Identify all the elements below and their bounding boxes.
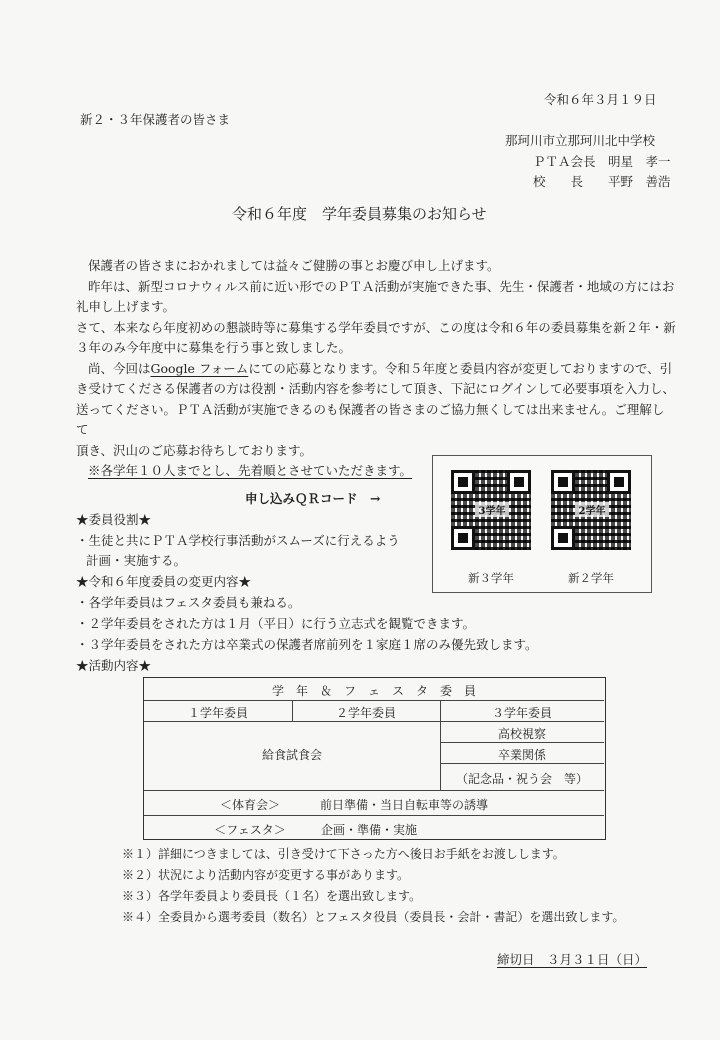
qr-grade2-label: 2学年 xyxy=(575,502,609,517)
table-grade3-graduation: 卒業関係 xyxy=(497,748,546,762)
paragraph-3b: ３年のみ今年度中に募集を行う事と致しました。 xyxy=(76,340,352,355)
qr-grade3-caption: 新３学年 xyxy=(468,571,514,585)
issue-date: 令和６年３月１９日 xyxy=(544,92,657,107)
roles-item-1a: ・生徒と共にＰＴＡ学校行事活動がスムーズに行えるよう xyxy=(76,533,400,548)
table-festa-value: 企画・準備・実施 xyxy=(320,823,417,837)
changes-heading: ★令和６年度委員の変更内容★ xyxy=(76,574,252,589)
qr-code-box xyxy=(432,455,652,593)
activity-table xyxy=(143,677,606,840)
paragraph-4a xyxy=(76,359,676,380)
changes-item: ・３学年委員をされた方は卒業式の保護者席前列を１家庭１席のみ優先致します。 xyxy=(76,637,538,652)
qr-grade3-label: 3学年 xyxy=(475,502,509,517)
google-form-link[interactable]: Google フォーム xyxy=(150,360,249,376)
footnote: ※２）状況により活動内容が変更する事があります。 xyxy=(122,868,410,882)
paragraph-3a: さて、本来なら年度初めの懇談時等に募集する学年委員ですが、この度は令和６年の委員募集を新２年・新 xyxy=(76,319,676,335)
activities-heading: ★活動内容★ xyxy=(76,658,152,673)
roles-item-1b: 計画・実施する。 xyxy=(86,553,187,568)
paragraph-2a: 昨年は、新型コロナウィルス前に近い形でのＰＴＡ活動が実施できた事、先生・保護者・地域の方にはお xyxy=(88,278,675,294)
sender-principal: 校 長 平野 善浩 xyxy=(533,174,671,189)
footnote: ※３）各学年委員より委員長（１名）を選出致します。 xyxy=(122,889,422,903)
paragraph-1: 保護者の皆さまにおかれましては益々ご健勝の事とお慶び申し上げます。 xyxy=(88,258,500,273)
paragraph-4d: 頂き、沢山のご応募お待ちしております。 xyxy=(76,442,313,458)
page-title: 令和６年度 学年委員募集のお知らせ xyxy=(232,205,487,223)
table-shared-activity: 給食試食会 xyxy=(261,748,322,762)
changes-item: ・２学年委員をされた方は１月（平日）に行う立志式を観覧できます。 xyxy=(76,616,476,631)
body-text xyxy=(76,256,676,482)
sender-pta: ＰＴＡ会長 明星 孝一 xyxy=(533,154,671,169)
changes-item: ・各学年委員はフェスタ委員も兼ねる。 xyxy=(76,595,301,610)
table-col-grade2: ２学年委員 xyxy=(335,706,396,720)
qr-grade2-caption: 新２学年 xyxy=(568,571,614,585)
deadline: 締切日 ３月３１日（日） xyxy=(497,952,648,967)
qr-code-grade3[interactable] xyxy=(451,470,531,550)
table-grade3-graduation-detail: （記念品・祝う会 等） xyxy=(455,772,588,786)
sender-school: 那珂川市立那珂川北中学校 xyxy=(505,133,656,148)
table-sports-label: ＜体育会＞ xyxy=(219,798,280,812)
qr-intro: 申し込みＱＲコード → xyxy=(245,491,381,506)
first-come-note: ※各学年１０人までとし、先着順とさせていただきます。 xyxy=(88,463,413,478)
table-col-grade3: ３学年委員 xyxy=(491,706,552,720)
paragraph-4a-post: にての応募となります。令和５年度と委員内容が変更しておりますので、引 xyxy=(248,360,673,376)
footnote: ※４）全委員から選考委員（数名）とフェスタ役員（委員長・会計・書記）を選出致します。 xyxy=(122,910,625,924)
paragraph-4c: 送ってください。ＰＴＡ活動が実施できるのも保護者の皆さまのご協力無くしては出来ません。ご理解して xyxy=(76,401,665,437)
table-header: 学 年 ＆ フ ェ ス タ 委 員 xyxy=(271,684,476,698)
paragraph-2b: 礼申し上げます。 xyxy=(76,299,176,314)
roles-heading: ★委員役割★ xyxy=(76,512,152,527)
qr-code-grade2[interactable] xyxy=(551,470,631,550)
table-festa-label: ＜フェスタ＞ xyxy=(214,823,286,837)
table-col-grade1: １学年委員 xyxy=(187,706,248,720)
paragraph-4a-pre: 尚、今回は xyxy=(88,360,151,376)
paragraph-4b: き受けてくださる保護者の方は役割・活動内容を参考にして頂き、下記にログインして必要事項を入力し、 xyxy=(76,381,675,396)
footnote: ※１）詳細につきましては、引き受けて下さった方へ後日お手紙をお渡しします。 xyxy=(122,847,565,861)
table-sports-value: 前日準備・当日自転車等の誘導 xyxy=(319,798,488,812)
recipient: 新２・３年保護者の皆さま xyxy=(80,112,231,127)
table-grade3-visit: 高校視察 xyxy=(497,727,546,741)
